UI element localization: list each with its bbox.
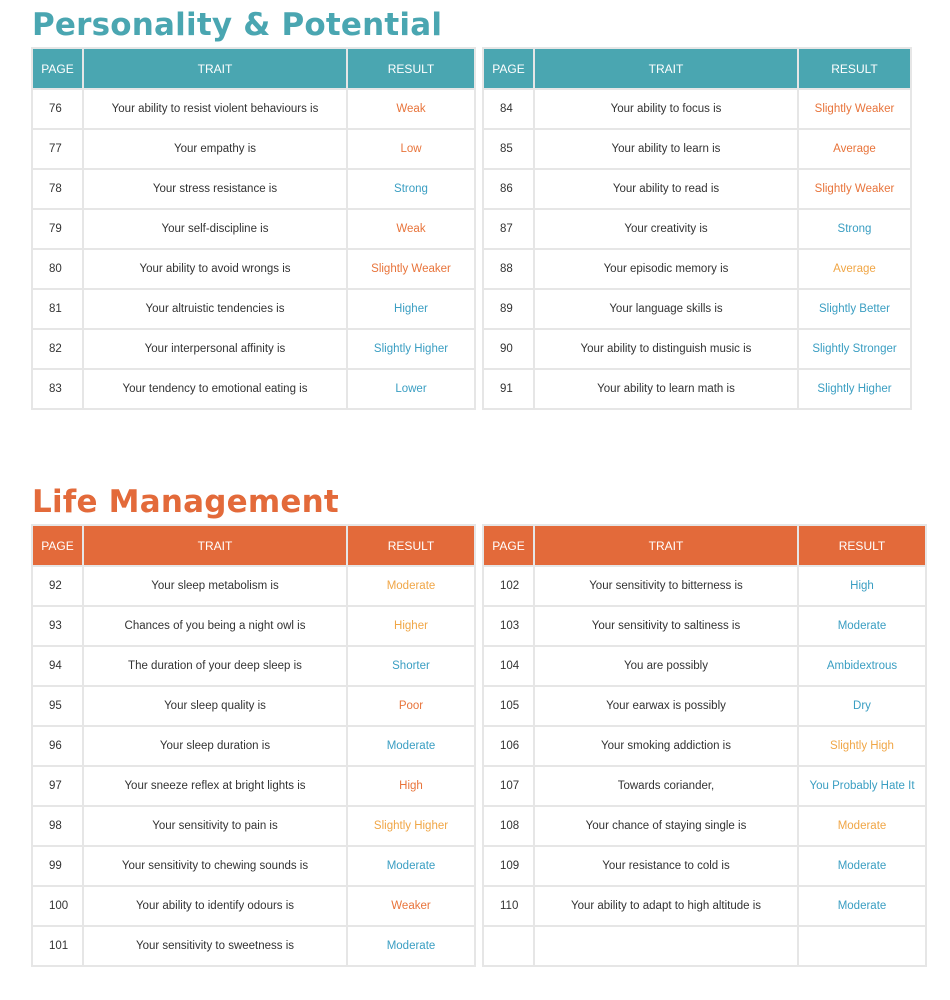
table-row <box>32 329 475 369</box>
trait-cell: Your sensitivity to sweetness is <box>83 926 347 966</box>
table-row <box>483 329 911 369</box>
page-number-cell: 106 <box>483 726 534 766</box>
result-cell: Weak <box>347 209 475 249</box>
page-number-cell: 107 <box>483 766 534 806</box>
result-cell: Weak <box>347 89 475 129</box>
page-number-cell: 98 <box>32 806 83 846</box>
page-number-cell: 110 <box>483 886 534 926</box>
result-cell: Higher <box>347 289 475 329</box>
page-number-cell: 95 <box>32 686 83 726</box>
table-row <box>32 806 475 846</box>
trait-cell: You are possibly <box>534 646 798 686</box>
trait-cell: Your ability to avoid wrongs is <box>83 249 347 289</box>
trait-cell: Your tendency to emotional eating is <box>83 369 347 409</box>
page-number-cell: 83 <box>32 369 83 409</box>
trait-cell: Your sensitivity to chewing sounds is <box>83 846 347 886</box>
trait-cell: Your interpersonal affinity is <box>83 329 347 369</box>
table-row <box>32 289 475 329</box>
table-row <box>32 129 475 169</box>
trait-cell <box>534 926 798 966</box>
table-row <box>32 726 475 766</box>
result-cell: Higher <box>347 606 475 646</box>
header-page: PAGE <box>32 48 83 89</box>
trait-cell: Your ability to focus is <box>534 89 798 129</box>
page-number-cell: 99 <box>32 846 83 886</box>
result-cell: Low <box>347 129 475 169</box>
page-number-cell: 104 <box>483 646 534 686</box>
table-row <box>483 646 926 686</box>
header-trait: TRAIT <box>83 48 347 89</box>
table-row <box>32 926 475 966</box>
result-cell: Slightly Weaker <box>798 89 911 129</box>
page-number-cell: 101 <box>32 926 83 966</box>
page-number-cell: 91 <box>483 369 534 409</box>
table-row <box>483 289 911 329</box>
page-number-cell: 96 <box>32 726 83 766</box>
page-number-cell: 102 <box>483 566 534 606</box>
table-row <box>483 129 911 169</box>
trait-cell: Chances of you being a night owl is <box>83 606 347 646</box>
result-cell <box>798 926 926 966</box>
page-number-cell: 103 <box>483 606 534 646</box>
result-cell: Average <box>798 249 911 289</box>
trait-cell: Your sleep duration is <box>83 726 347 766</box>
table-row <box>32 886 475 926</box>
table-row <box>483 886 926 926</box>
table-row <box>32 646 475 686</box>
result-cell: Average <box>798 129 911 169</box>
result-cell: You Probably Hate It <box>798 766 926 806</box>
table-row <box>483 209 911 249</box>
trait-cell: Your altruistic tendencies is <box>83 289 347 329</box>
result-cell: Strong <box>347 169 475 209</box>
result-cell: High <box>347 766 475 806</box>
page-number-cell: 100 <box>32 886 83 926</box>
trait-cell: Your sleep metabolism is <box>83 566 347 606</box>
result-cell: Slightly Better <box>798 289 911 329</box>
result-cell: Lower <box>347 369 475 409</box>
header-result: RESULT <box>798 525 926 566</box>
result-cell: Shorter <box>347 646 475 686</box>
trait-cell: Your ability to read is <box>534 169 798 209</box>
table-row <box>483 766 926 806</box>
result-cell: Slightly Higher <box>798 369 911 409</box>
page-number-cell: 85 <box>483 129 534 169</box>
header-page: PAGE <box>483 525 534 566</box>
page-number-cell: 81 <box>32 289 83 329</box>
table-row <box>32 169 475 209</box>
result-cell: Poor <box>347 686 475 726</box>
table-row <box>483 606 926 646</box>
page-number-cell: 78 <box>32 169 83 209</box>
table-row <box>32 209 475 249</box>
page-number-cell: 89 <box>483 289 534 329</box>
page-number-cell: 90 <box>483 329 534 369</box>
header-page: PAGE <box>483 48 534 89</box>
trait-cell: Your stress resistance is <box>83 169 347 209</box>
header-page: PAGE <box>32 525 83 566</box>
header-trait: TRAIT <box>534 48 798 89</box>
page-number-cell: 82 <box>32 329 83 369</box>
table-row <box>483 566 926 606</box>
table-row <box>483 846 926 886</box>
trait-cell: Your smoking addiction is <box>534 726 798 766</box>
trait-cell: Your ability to identify odours is <box>83 886 347 926</box>
table-row <box>32 766 475 806</box>
page-number-cell: 76 <box>32 89 83 129</box>
header-result: RESULT <box>798 48 911 89</box>
trait-cell: Your sensitivity to bitterness is <box>534 566 798 606</box>
result-cell: Slightly Weaker <box>798 169 911 209</box>
page-number-cell <box>483 926 534 966</box>
page-number-cell: 80 <box>32 249 83 289</box>
trait-cell: Your sneeze reflex at bright lights is <box>83 766 347 806</box>
page-number-cell: 86 <box>483 169 534 209</box>
header-result: RESULT <box>347 48 475 89</box>
table-row <box>32 566 475 606</box>
page-number-cell: 88 <box>483 249 534 289</box>
section-title-life-management: Life Management <box>32 484 339 520</box>
page-number-cell: 92 <box>32 566 83 606</box>
table-row <box>32 369 475 409</box>
trait-cell: Your earwax is possibly <box>534 686 798 726</box>
page-number-cell: 108 <box>483 806 534 846</box>
trait-cell: Your ability to adapt to high altitude is <box>534 886 798 926</box>
table-row <box>483 89 911 129</box>
table-row <box>483 249 911 289</box>
result-cell: Slightly Higher <box>347 329 475 369</box>
table-row <box>32 89 475 129</box>
table-row <box>483 806 926 846</box>
page-number-cell: 84 <box>483 89 534 129</box>
table-row <box>32 846 475 886</box>
trait-cell: Your chance of staying single is <box>534 806 798 846</box>
trait-cell: Your episodic memory is <box>534 249 798 289</box>
page-number-cell: 87 <box>483 209 534 249</box>
result-cell: Moderate <box>798 806 926 846</box>
trait-cell: Your sensitivity to pain is <box>83 806 347 846</box>
table-row <box>32 249 475 289</box>
trait-cell: Your creativity is <box>534 209 798 249</box>
result-cell: Ambidextrous <box>798 646 926 686</box>
section-title-personality: Personality & Potential <box>32 7 443 43</box>
table-row <box>483 926 926 966</box>
result-cell: Slightly Higher <box>347 806 475 846</box>
table-row <box>32 606 475 646</box>
table-row <box>483 686 926 726</box>
page-number-cell: 94 <box>32 646 83 686</box>
result-cell: Moderate <box>798 886 926 926</box>
result-cell: Weaker <box>347 886 475 926</box>
personality-table-left <box>31 47 476 410</box>
header-trait: TRAIT <box>534 525 798 566</box>
trait-cell: Your resistance to cold is <box>534 846 798 886</box>
trait-cell: Your ability to distinguish music is <box>534 329 798 369</box>
life-management-table-left <box>31 524 476 967</box>
page-number-cell: 105 <box>483 686 534 726</box>
result-cell: Moderate <box>798 846 926 886</box>
trait-cell: Your ability to resist violent behaviours is <box>83 89 347 129</box>
trait-cell: Your language skills is <box>534 289 798 329</box>
trait-cell: Towards coriander, <box>534 766 798 806</box>
trait-cell: The duration of your deep sleep is <box>83 646 347 686</box>
trait-cell: Your self-discipline is <box>83 209 347 249</box>
personality-table-right <box>482 47 912 410</box>
page-number-cell: 97 <box>32 766 83 806</box>
result-cell: High <box>798 566 926 606</box>
header-result: RESULT <box>347 525 475 566</box>
result-cell: Slightly High <box>798 726 926 766</box>
trait-cell: Your sensitivity to saltiness is <box>534 606 798 646</box>
page-number-cell: 93 <box>32 606 83 646</box>
result-cell: Moderate <box>347 726 475 766</box>
result-cell: Moderate <box>798 606 926 646</box>
page-number-cell: 109 <box>483 846 534 886</box>
result-cell: Slightly Stronger <box>798 329 911 369</box>
table-row <box>483 369 911 409</box>
result-cell: Strong <box>798 209 911 249</box>
trait-cell: Your ability to learn is <box>534 129 798 169</box>
table-row <box>32 686 475 726</box>
trait-cell: Your ability to learn math is <box>534 369 798 409</box>
trait-cell: Your sleep quality is <box>83 686 347 726</box>
table-row <box>483 726 926 766</box>
result-cell: Slightly Weaker <box>347 249 475 289</box>
result-cell: Moderate <box>347 846 475 886</box>
page-number-cell: 77 <box>32 129 83 169</box>
result-cell: Moderate <box>347 926 475 966</box>
table-row <box>483 169 911 209</box>
header-trait: TRAIT <box>83 525 347 566</box>
page-number-cell: 79 <box>32 209 83 249</box>
life-management-table-right <box>482 524 927 967</box>
result-cell: Dry <box>798 686 926 726</box>
result-cell: Moderate <box>347 566 475 606</box>
trait-cell: Your empathy is <box>83 129 347 169</box>
